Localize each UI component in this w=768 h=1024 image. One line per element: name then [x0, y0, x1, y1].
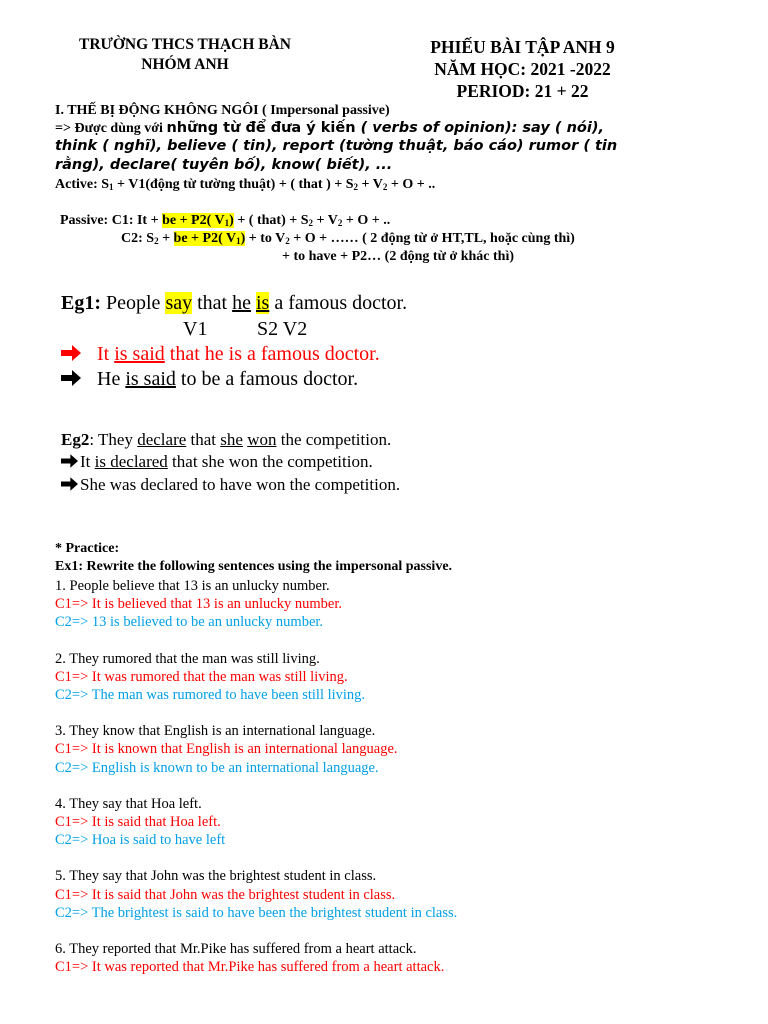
- school-name: TRƯỜNG THCS THẠCH BÀN: [78, 36, 291, 53]
- underline-is-said: is said: [114, 343, 165, 365]
- active-label: Active: S: [55, 177, 110, 192]
- list-item: [55, 722, 457, 777]
- active-part: + O + ..: [387, 177, 436, 192]
- example1-label: Eg1:: [61, 292, 101, 314]
- example2-result-1: It is declared that she won the competition.: [61, 452, 373, 472]
- usage-line-1: [55, 120, 604, 137]
- example1-result-1: It is said that he is a famous doctor.: [61, 343, 380, 366]
- right-arrow-icon: [61, 370, 81, 386]
- answer-c1: C1=> It is believed that 13 is an unlucky number.: [55, 596, 342, 613]
- practice-title: * Practice:: [55, 541, 120, 556]
- right-arrow-icon: [61, 454, 78, 468]
- answer-c2: C2=> Hoa is said to have left: [55, 832, 226, 849]
- highlight-be-p2: be + P2( $V_1$): [162, 213, 234, 228]
- passive-part: + O + ..: [342, 213, 391, 228]
- highlight-say: say: [165, 292, 193, 314]
- highlight-is: is: [256, 292, 270, 314]
- label-v1: V1: [183, 318, 208, 340]
- usage-italic: ( verbs of opinion): say ( nói),: [355, 120, 604, 136]
- answer-c2: C2=> The man was rumored to have been still living.: [55, 687, 366, 704]
- example2-label: Eg2: [61, 430, 90, 449]
- underline-is-declared: is declared: [94, 452, 168, 471]
- answer-c2: C2=> English is known to be an international language.: [55, 759, 379, 776]
- passive-c2-formula: C2: $S_2$ + be + P2( $V_1$) + to $V_2 + O$ + …… ( 2 động từ ở HT,TL, hoặc cùng thì): [121, 231, 575, 246]
- subscript: 1: [109, 182, 114, 192]
- label-s2v2: S2 V2: [257, 318, 308, 340]
- list-item: [55, 940, 457, 976]
- answer-c1: C1=> It is known that English is an international language.: [55, 741, 398, 758]
- school-year: NĂM HỌC: 2021 -2022: [434, 59, 611, 79]
- example1-result-2: He is said to be a famous doctor.: [61, 368, 358, 391]
- right-arrow-icon: [61, 477, 78, 491]
- active-part: + V: [358, 177, 383, 192]
- usage-bold: những từ để đưa ý kiến: [166, 120, 356, 136]
- underline-declare: declare: [137, 430, 187, 449]
- underline-he: he: [232, 292, 251, 314]
- list-item: [55, 867, 457, 922]
- usage-prefix: => Được dùng với: [55, 121, 167, 136]
- answer-c1: C1=> It was rumored that the man was still living.: [55, 668, 348, 685]
- subscript: 2: [353, 182, 359, 192]
- passive-label: Passive: C1: It +: [60, 213, 163, 228]
- answer-c1: C1=> It is said that John was the brightest student in class.: [55, 886, 396, 903]
- group-name: NHÓM ANH: [141, 56, 229, 73]
- question: 4. They say that Hoa left.: [55, 795, 202, 812]
- usage-line-2: think ( nghĩ), believe ( tin), report (tường thuật, báo cáo) rumor ( tin: [55, 138, 618, 154]
- usage-line-3: rằng), declare( tuyên bố), know( biết), ...: [55, 157, 393, 173]
- subscript: 2: [382, 182, 388, 192]
- answer-c2: C2=> 13 is believed to be an unlucky number.: [55, 614, 324, 631]
- question: 3. They know that English is an international language.: [55, 723, 376, 740]
- answer-c1: C1=> It was reported that Mr.Pike has suffered from a heart attack.: [55, 959, 445, 976]
- passive-c1-formula: Passive: C1: It + be + P2( $V_1$) + ( that) + $S_2 + V_2 + O$ + ..: [60, 213, 391, 228]
- c2-label: C2: S: [121, 231, 155, 246]
- passive-part: + V: [313, 213, 338, 228]
- question: 1. People believe that 13 is an unlucky number.: [55, 578, 330, 594]
- underline-is-said: is said: [125, 368, 176, 390]
- passive-part: + ( that) + S: [233, 213, 309, 228]
- example2-sentence: Eg2: They declare that she won the competition.: [61, 430, 392, 449]
- section-heading: I. THẾ BỊ ĐỘNG KHÔNG NGÔI ( Impersonal passive): [55, 103, 390, 118]
- c2-part: + to V: [245, 231, 286, 246]
- active-formula: [55, 177, 435, 193]
- answer-c2: C2=> The brightest is said to have been the brightest student in class.: [55, 904, 458, 921]
- underline-won: won: [247, 430, 277, 449]
- underline-she: she: [220, 430, 243, 449]
- passive-c2b-formula: + to have + P2… (2 động từ ở khác thì): [282, 249, 515, 264]
- period: PERIOD: 21 + 22: [456, 81, 589, 101]
- answer-c1: C1=> It is said that Hoa left.: [55, 814, 221, 831]
- question: 2. They rumored that the man was still living.: [55, 650, 320, 667]
- practice-list: [55, 577, 457, 976]
- example2-result-2: She was declared to have won the competition.: [61, 475, 400, 495]
- ex1-title: Ex1: Rewrite the following sentences using the impersonal passive.: [55, 559, 453, 574]
- highlight-be-p2: be + P2( $V_1$): [173, 231, 246, 246]
- list-item: [55, 577, 457, 632]
- example1-sentence: Eg1: People say that he is a famous doctor.: [61, 292, 408, 314]
- c2-part: + O + …… ( 2 động từ ở HT,TL, hoặc cùng thì): [289, 231, 575, 246]
- sheet-title: PHIẾU BÀI TẬP ANH 9: [430, 37, 615, 57]
- question: 5. They say that John was the brightest student in class.: [55, 868, 377, 885]
- list-item: [55, 650, 457, 705]
- list-item: [55, 795, 457, 850]
- question: 6. They reported that Mr.Pike has suffered from a heart attack.: [55, 941, 417, 958]
- right-arrow-icon: [61, 345, 81, 361]
- active-part: + V1(động từ tường thuật) + ( that ) + S: [113, 177, 354, 192]
